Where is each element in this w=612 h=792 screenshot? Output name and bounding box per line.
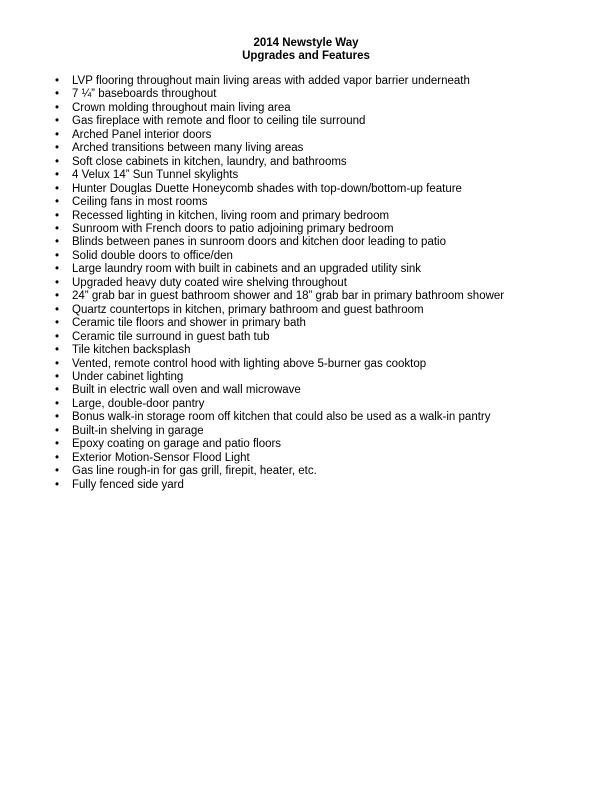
feature-list-item	[52, 156, 592, 169]
feature-list-item	[52, 465, 592, 478]
bullet-icon: •	[55, 424, 60, 437]
feature-list-item	[52, 250, 592, 263]
bullet-icon: •	[55, 303, 60, 316]
feature-text: Vented, remote control hood with lighting above 5-burner gas cooktop	[72, 357, 427, 370]
feature-text: Large, double-door pantry	[72, 397, 205, 410]
feature-list-item	[52, 452, 592, 465]
feature-text: Arched transitions between many living areas	[72, 142, 304, 155]
feature-list-item	[52, 236, 592, 249]
feature-text: Blinds between panes in sunroom doors and kitchen door leading to patio	[72, 236, 446, 249]
feature-text: Tile kitchen backsplash	[72, 344, 191, 357]
document-header	[0, 37, 612, 63]
bullet-icon: •	[55, 344, 60, 357]
feature-text: Epoxy coating on garage and patio floors	[72, 438, 282, 451]
feature-text: Built-in shelving in garage	[72, 424, 204, 437]
feature-text: Built in electric wall oven and wall microwave	[72, 384, 301, 397]
feature-list-item	[52, 411, 592, 424]
feature-list-item	[52, 223, 592, 236]
feature-text: LVP flooring throughout main living areas with added vapor barrier underneath	[72, 75, 470, 87]
bullet-icon: •	[55, 182, 60, 195]
bullet-icon: •	[55, 384, 60, 397]
bullet-icon: •	[55, 478, 60, 491]
bullet-icon: •	[55, 397, 60, 410]
bullet-icon: •	[55, 222, 60, 235]
feature-text: Under cabinet lighting	[72, 370, 184, 383]
feature-list-item	[52, 210, 592, 223]
bullet-icon: •	[55, 465, 60, 478]
feature-text: Exterior Motion-Sensor Flood Light	[72, 451, 250, 464]
feature-list-item	[52, 196, 592, 209]
feature-list-item	[52, 331, 592, 344]
feature-list-item	[52, 425, 592, 438]
feature-text: Ceramic tile surround in guest bath tub	[72, 330, 270, 343]
feature-list-item	[52, 129, 592, 142]
bullet-icon: •	[55, 290, 60, 303]
feature-text: Gas line rough-in for gas grill, firepit, heater, etc.	[72, 465, 317, 478]
bullet-icon: •	[55, 101, 60, 114]
bullet-icon: •	[55, 276, 60, 289]
feature-list-item	[52, 183, 592, 196]
feature-text: Fully fenced side yard	[72, 478, 184, 491]
bullet-icon: •	[55, 128, 60, 141]
feature-text: Crown molding throughout main living area	[72, 101, 291, 114]
bullet-icon: •	[55, 411, 60, 424]
feature-list-item	[52, 304, 592, 317]
feature-list-item	[52, 384, 592, 397]
feature-text: Bonus walk-in storage room off kitchen that could also be used as a walk-in pantry	[72, 411, 491, 424]
feature-list-item	[52, 263, 592, 276]
feature-text: Ceramic tile floors and shower in primary bath	[72, 317, 306, 330]
document-title: 2014 Newstyle Way	[253, 37, 359, 49]
bullet-icon: •	[55, 317, 60, 330]
feature-text: 4 Velux 14” Sun Tunnel skylights	[72, 169, 239, 182]
feature-text: Hunter Douglas Duette Honeycomb shades with top-down/bottom-up feature	[72, 182, 462, 195]
feature-list-item	[52, 115, 592, 128]
feature-list-item	[52, 371, 592, 384]
bullet-icon: •	[55, 115, 60, 128]
bullet-icon: •	[55, 142, 60, 155]
feature-text: Quartz countertops in kitchen, primary bathroom and guest bathroom	[72, 303, 424, 316]
feature-list-item	[52, 290, 592, 303]
bullet-icon: •	[55, 330, 60, 343]
feature-list-item	[52, 277, 592, 290]
feature-text: Solid double doors to office/den	[72, 249, 233, 262]
bullet-icon: •	[55, 249, 60, 262]
feature-text: Large laundry room with built in cabinets and an upgraded utility sink	[72, 263, 422, 276]
bullet-icon: •	[55, 357, 60, 370]
feature-text: Sunroom with French doors to patio adjoining primary bedroom	[72, 222, 394, 235]
bullet-icon: •	[55, 155, 60, 168]
feature-list-item	[52, 75, 592, 88]
feature-text: Gas fireplace with remote and floor to ceiling tile surround	[72, 115, 366, 128]
feature-list-item	[52, 398, 592, 411]
bullet-icon: •	[55, 370, 60, 383]
feature-text: 7 ¼” baseboards throughout	[72, 88, 217, 101]
bullet-icon: •	[55, 451, 60, 464]
feature-list-item	[52, 142, 592, 155]
feature-text: Soft close cabinets in kitchen, laundry, and bathrooms	[72, 155, 347, 168]
bullet-icon: •	[55, 263, 60, 276]
bullet-icon: •	[55, 196, 60, 209]
feature-list-item	[52, 438, 592, 451]
feature-text: 24” grab bar in guest bathroom shower and 18” grab bar in primary bathroom shower	[72, 290, 505, 303]
feature-list-item	[52, 479, 592, 492]
bullet-icon: •	[55, 236, 60, 249]
feature-list-item	[52, 169, 592, 182]
bullet-icon: •	[55, 209, 60, 222]
feature-list-item	[52, 317, 592, 330]
feature-list-item	[52, 344, 592, 357]
feature-text: Upgraded heavy duty coated wire shelving throughout	[72, 276, 347, 289]
bullet-icon: •	[55, 88, 60, 101]
feature-text: Ceiling fans in most rooms	[72, 196, 208, 209]
bullet-icon: •	[55, 169, 60, 182]
feature-list-item	[52, 88, 592, 101]
document-subtitle: Upgrades and Features	[242, 50, 370, 62]
feature-list-item	[52, 102, 592, 115]
feature-list-item	[52, 358, 592, 371]
feature-text: Recessed lighting in kitchen, living room and primary bedroom	[72, 209, 390, 222]
bullet-icon: •	[55, 438, 60, 451]
feature-text: Arched Panel interior doors	[72, 128, 212, 141]
bullet-icon: •	[55, 75, 60, 87]
features-list	[52, 75, 592, 492]
